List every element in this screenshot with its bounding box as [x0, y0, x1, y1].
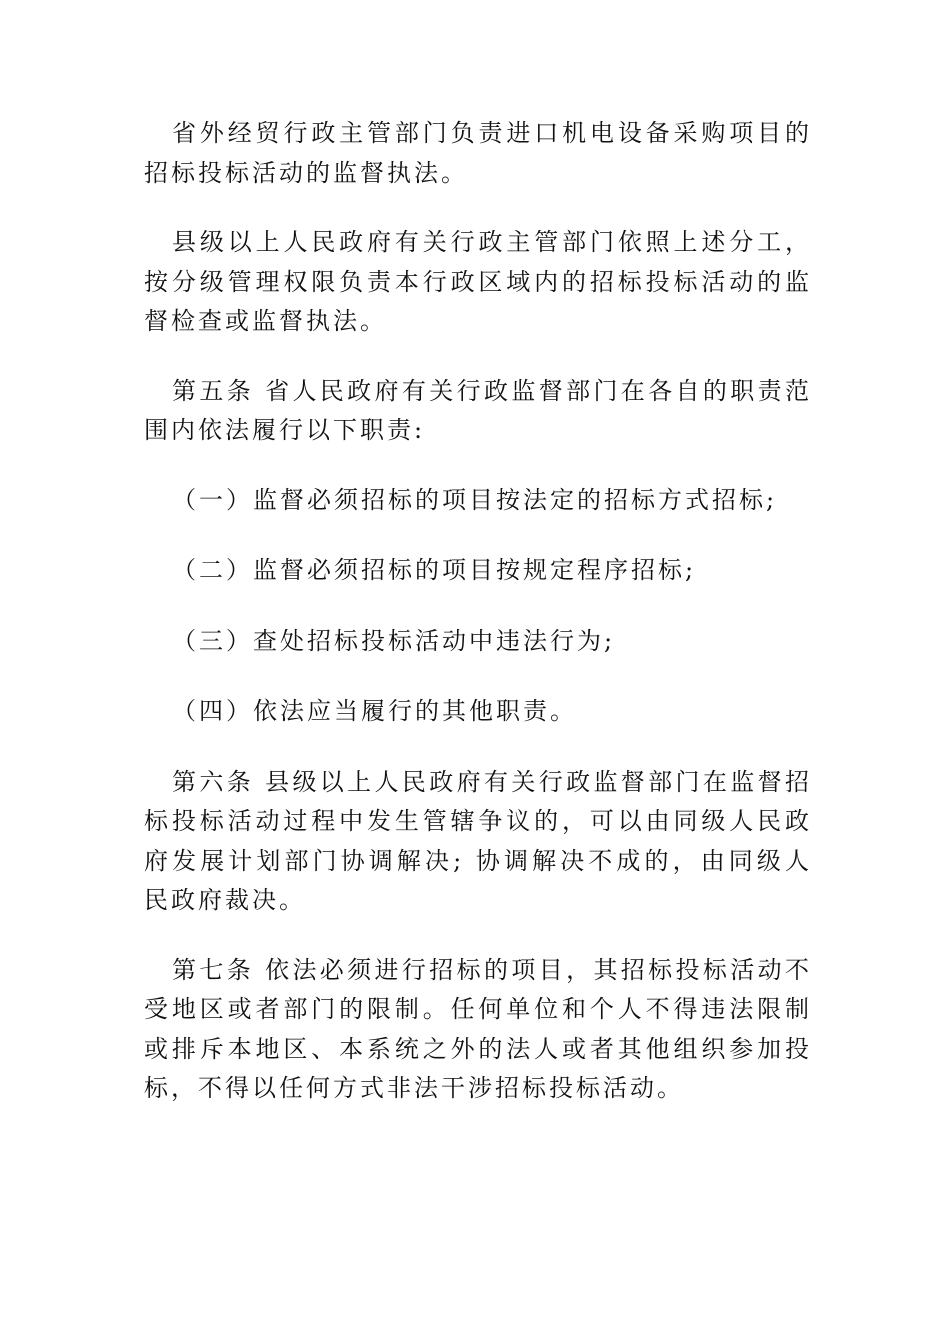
- article-5: 第五条 省人民政府有关行政监督部门在各自的职责范围内依法履行以下职责:: [144, 376, 812, 444]
- paragraph-county-supervision: 县级以上人民政府有关行政主管部门依照上述分工，按分级管理权限负责本行政区域内的招标投标活动的监督检查或监督执法。: [144, 228, 812, 335]
- article-5-item-2: （二）监督必须招标的项目按规定程序招标;: [172, 556, 697, 584]
- article-6: 第六条 县级以上人民政府有关行政监督部门在监督招标投标活动过程中发生管辖争议的，可以由同级人民政府发展计划部门协调解决; 协调解决不成的，由同级人民政府裁决。: [144, 767, 812, 914]
- article-5-item-1: （一）监督必须招标的项目按法定的招标方式招标;: [172, 485, 778, 514]
- paragraph-import-equipment: 省外经贸行政主管部门负责进口机电设备采购项目的招标投标活动的监督执法。: [144, 119, 812, 187]
- article-5-item-3: （三）查处招标投标活动中违法行为;: [172, 626, 616, 655]
- article-7: 第七条 依法必须进行招标的项目，其招标投标活动不受地区或者部门的限制。任何单位和个人不得违法限制或排斥本地区、本系统之外的法人或者其他组织参加投标，不得以任何方式非法干涉招标投标活动。: [144, 955, 812, 1102]
- article-5-item-4: （四）依法应当履行的其他职责。: [172, 697, 577, 725]
- document-body: [144, 114, 812, 1139]
